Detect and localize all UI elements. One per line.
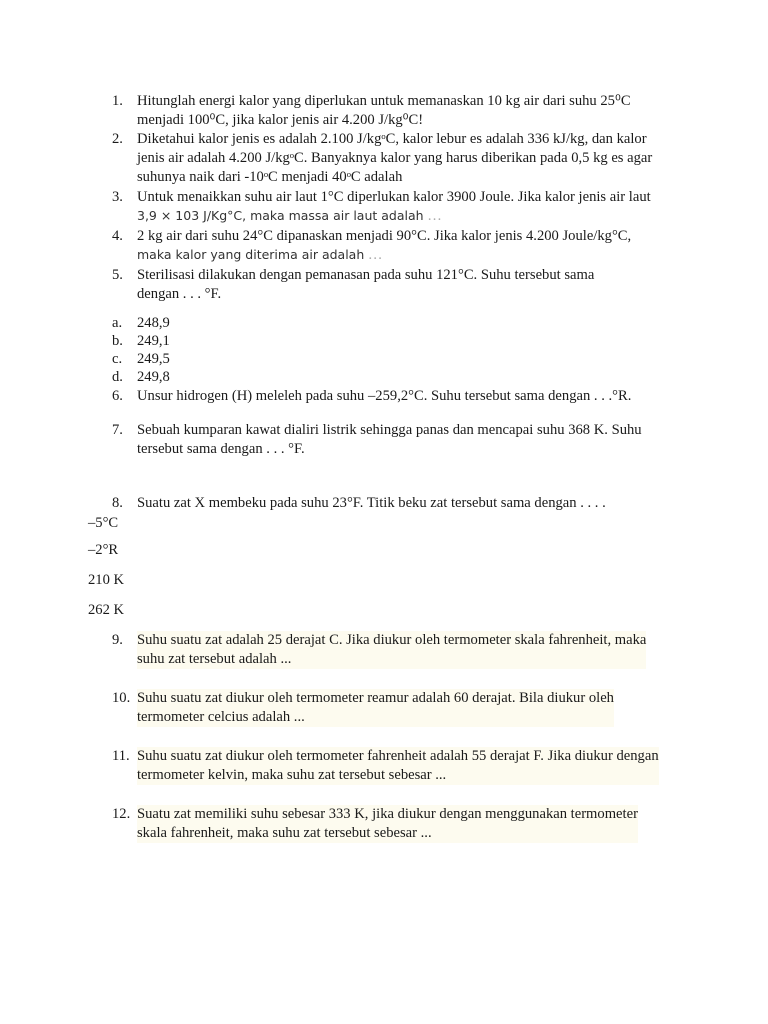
option-d: d. 249,8: [112, 369, 170, 385]
question-2: 2. Diketahui kalor jenis es adalah 2.100 J/kgᵒC, kalor lebur es adalah 336 kJ/kg, dan kalor jenis air adalah 4.200 J/kgᵒC. Banyaknya kalor yang harus diberikan pada 0,5 kg es agar suhunya naik dari -10ᵒC menjadi 40ᵒC adalah: [112, 131, 653, 185]
question-6: 6. Unsur hidrogen (H) meleleh pada suhu –259,2°C. Suhu tersebut sama dengan . . .°R.: [112, 388, 632, 404]
question-10: 10. Suhu suatu zat diukur oleh termometer reamur adalah 60 derajat. Bila diukur oleh termometer celcius adalah ...: [112, 690, 614, 725]
option-b: b. 249,1: [112, 333, 170, 349]
question-11: 11. Suhu suatu zat diukur oleh termometer fahrenheit adalah 55 derajat F. Jika diukur dengan termometer kelvin, maka suhu zat tersebut sebesar ...: [112, 748, 659, 783]
option-a: a. 248,9: [112, 315, 170, 331]
option-8-4: 262 K: [88, 602, 125, 618]
question-9: 9. Suhu suatu zat adalah 25 derajat C. Jika diukur oleh termometer skala fahrenheit, maka suhu zat tersebut adalah ...: [112, 632, 647, 667]
question-8: 8. Suatu zat X membeku pada suhu 23°F. Titik beku zat tersebut sama dengan . . . .: [112, 495, 606, 511]
option-8-1: –5°C: [88, 515, 119, 531]
question-4: 4. 2 kg air dari suhu 24°C dipanaskan menjadi 90°C. Jika kalor jenis 4.200 Joule/kg°C, maka kalor yang diterima air adalah …: [112, 228, 632, 263]
option-c: c. 249,5: [112, 351, 170, 367]
option-8-3: 210 K: [88, 572, 125, 588]
question-7: 7. Sebuah kumparan kawat dialiri listrik sehingga panas dan mencapai suhu 368 K. Suhu tersebut sama dengan . . . °F.: [112, 422, 642, 457]
question-5: 5. Sterilisasi dilakukan dengan pemanasan pada suhu 121°C. Suhu tersebut sama dengan . . . °F.: [112, 267, 595, 302]
question-1: 1. Hitunglah energi kalor yang diperlukan untuk memanaskan 10 kg air dari suhu 25⁰C menjadi 100⁰C, jika kalor jenis air 4.200 J/kg⁰C!: [112, 93, 631, 128]
option-8-2: –2°R: [88, 542, 119, 558]
question-3: 3. Untuk menaikkan suhu air laut 1°C diperlukan kalor 3900 Joule. Jika kalor jenis air laut 3,9 × 103 J/Kg°C, maka massa air laut adalah …: [112, 189, 651, 224]
question-12: 12. Suatu zat memiliki suhu sebesar 333 K, jika diukur dengan menggunakan termometer skala fahrenheit, maka suhu zat tersebut sebesar ...: [112, 806, 638, 841]
